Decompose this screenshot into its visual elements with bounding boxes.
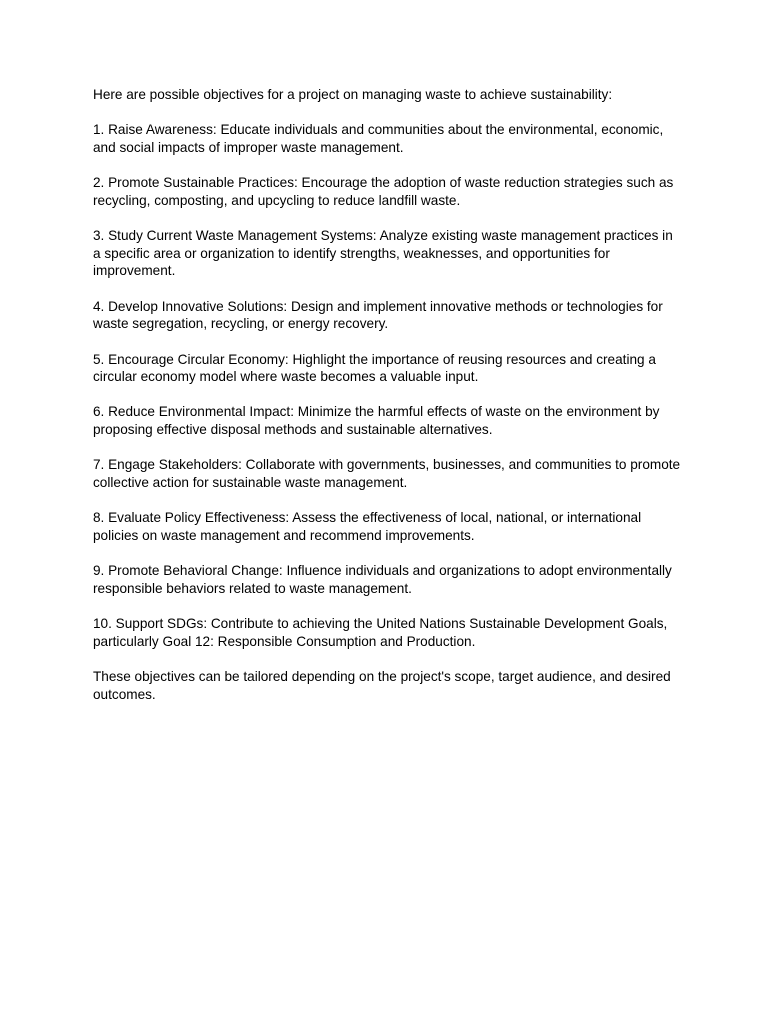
intro-paragraph: Here are possible objectives for a project on managing waste to achieve sustainability:	[93, 87, 613, 102]
objective-item: 7. Engage Stakeholders: Collaborate with governments, businesses, and communities to promote collective action for sustainable waste management.	[93, 457, 681, 491]
objective-item: 9. Promote Behavioral Change: Influence individuals and organizations to adopt environmentally responsible behaviors related to waste management.	[93, 563, 672, 596]
objective-item: 8. Evaluate Policy Effectiveness: Assess the effectiveness of local, national, or international policies on waste management and recommend improvements.	[93, 510, 642, 543]
objective-item: 3. Study Current Waste Management Systems: Analyze existing waste management practices in a specific area or organization to identify strengths, weaknesses, and opportunities for improvement.	[93, 228, 673, 279]
objective-item: 4. Develop Innovative Solutions: Design and implement innovative methods or technologies for waste segregation, recycling, or energy recovery.	[93, 298, 663, 332]
objective-item: 5. Encourage Circular Economy: Highlight the importance of reusing resources and creating a circular economy model where waste becomes a valuable input.	[93, 351, 656, 385]
objective-item: 2. Promote Sustainable Practices: Encourage the adoption of waste reduction strategies such as recycling, composting, and upcycling to reduce landfill waste.	[93, 175, 674, 208]
objective-item: 10. Support SDGs: Contribute to achieving the United Nations Sustainable Development Goals, particularly Goal 12: Responsible Consumption and Production.	[93, 616, 668, 649]
closing-paragraph: These objectives can be tailored depending on the project's scope, target audience, and desired outcomes.	[93, 668, 671, 702]
objective-item: 6. Reduce Environmental Impact: Minimize the harmful effects of waste on the environment by proposing effective disposal methods and sustainable alternatives.	[93, 404, 660, 438]
document-page	[93, 86, 683, 721]
objective-item: 1. Raise Awareness: Educate individuals and communities about the environmental, economic, and social impacts of improper waste management.	[93, 122, 664, 155]
